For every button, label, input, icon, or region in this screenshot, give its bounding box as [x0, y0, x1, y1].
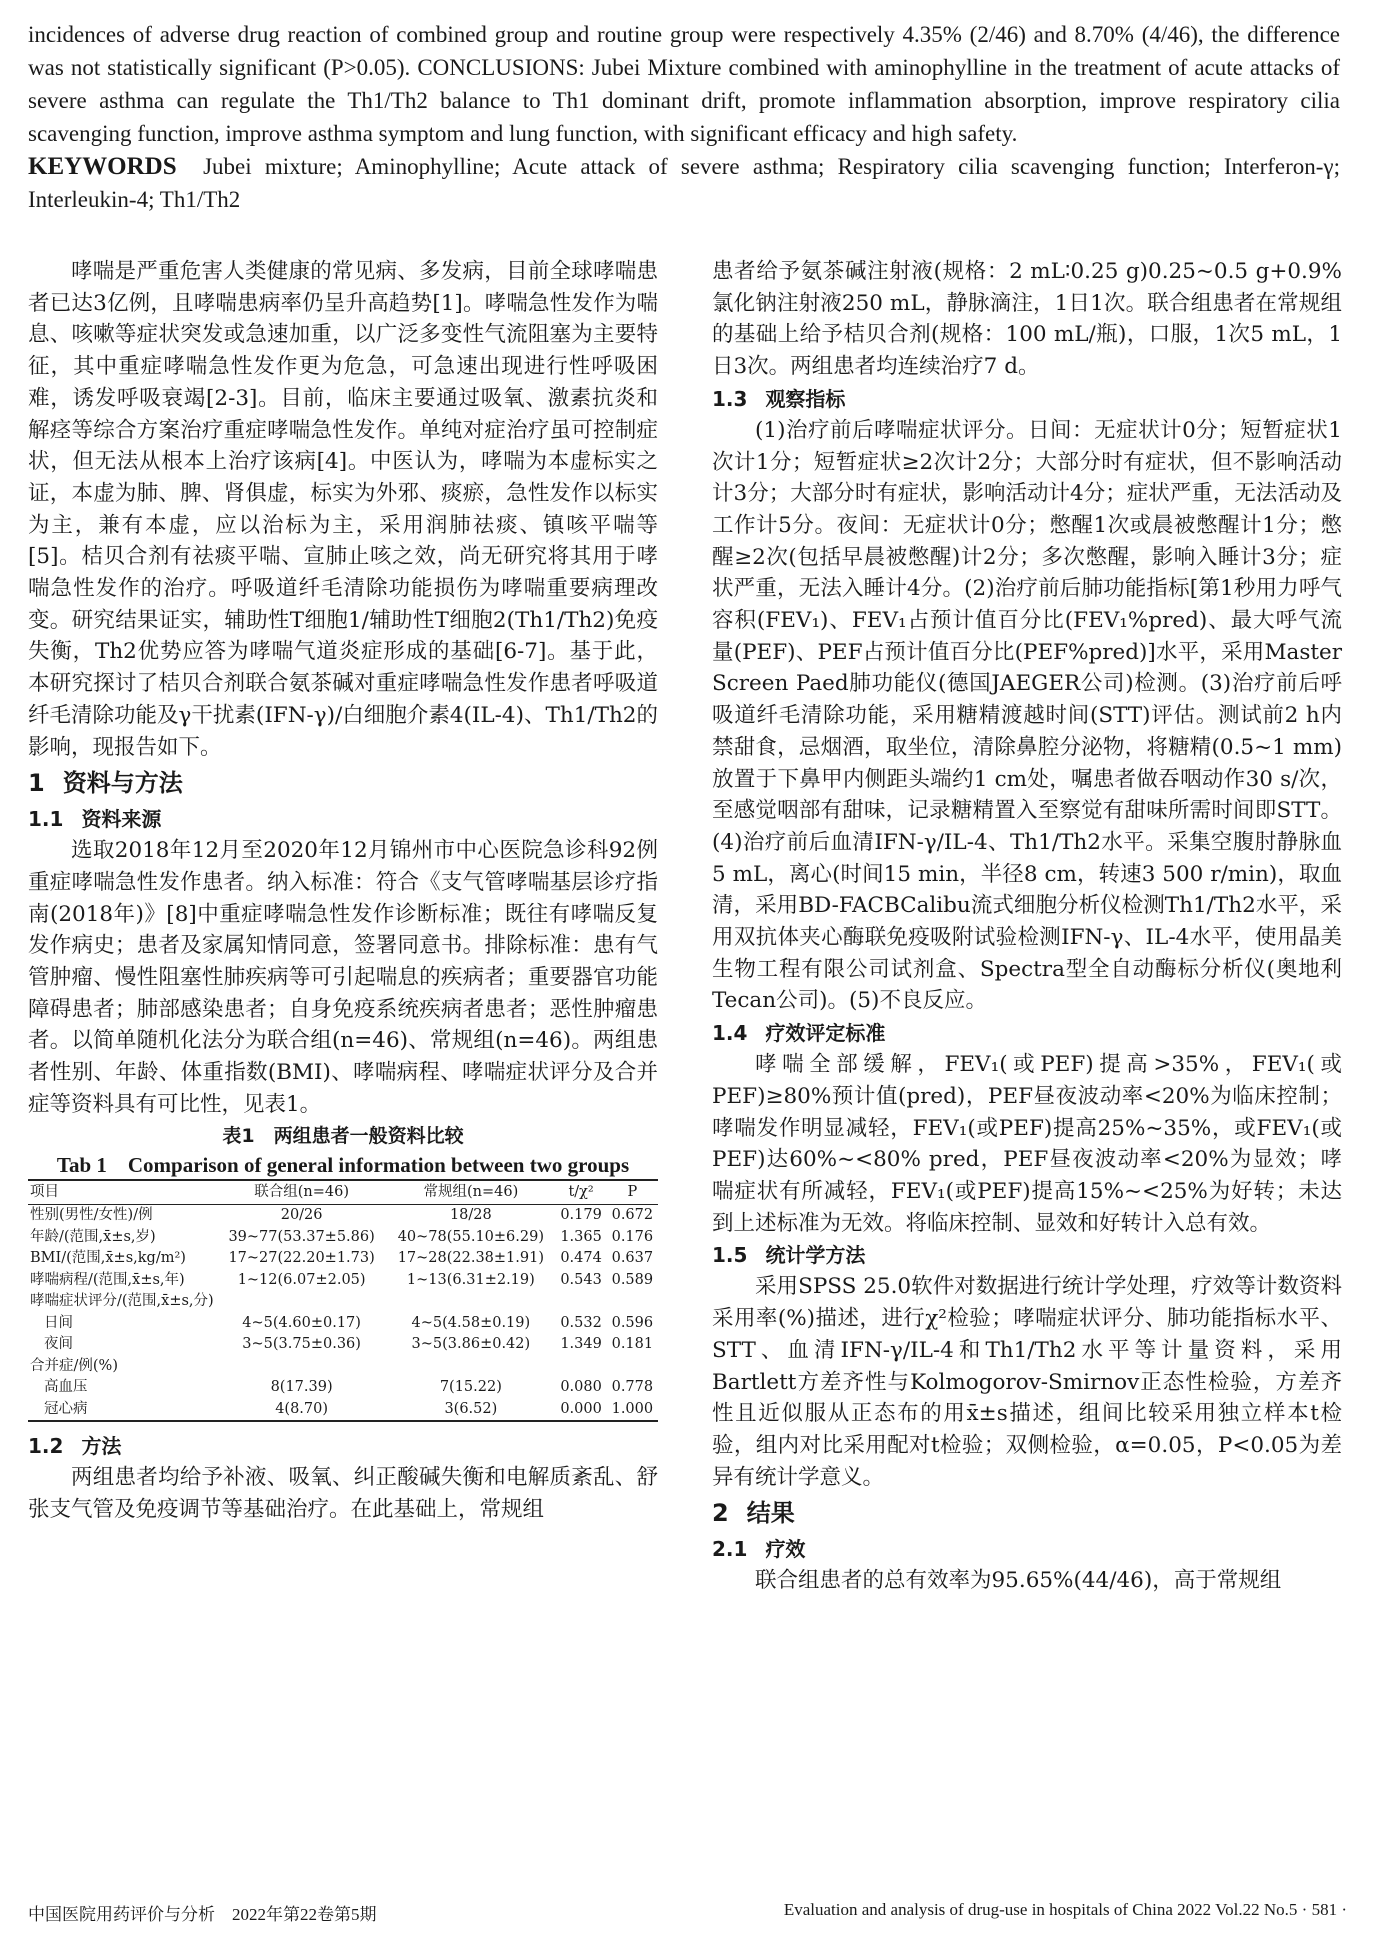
table-cell-t: [555, 1291, 606, 1313]
table-cell-p: 0.589: [611, 1271, 654, 1288]
table-cell-a: [217, 1356, 386, 1378]
table-header-row: [28, 1180, 658, 1205]
section-1-1-text: 选取2018年12月至2020年12月锦州市中心医院急诊科92例重症哮喘急性发作患者。纳入标准：符合《支气管哮喘基层诊疗指南(2018年)》[8]中重症哮喘急性发作诊断标准；既往有哮喘反复发作病史；患者及家属知情同意，签署同意书。排除标准：患有气管肿瘤、慢性阻塞性肺疾病等可引起喘息的疾病者；重要器官功能障碍患者；肺部感染患者；自身免疫系统疾病者患者；恶性肿瘤患者。以简单随机化法分为联合组(n=46)、常规组(n=46)。两组患者性别、年龄、体重指数(BMI)、哮喘病程、哮喘症状评分及合并症等资料具有可比性，见表1。: [28, 838, 658, 1117]
table-cell-b: 7(15.22): [439, 1379, 502, 1396]
intro-paragraph: 哮喘是严重危害人类健康的常见病、多发病，目前全球哮喘患者已达3亿例，且哮喘患病率仍呈升高趋势[1]。哮喘急性发作为喘息、咳嗽等症状突发或急速加重，以广泛多变性气流阻塞为主要特征，其中重症哮喘急性发作更为危急，可急速出现进行性呼吸困难，诱发呼吸衰竭[2-3]。目前，临床主要通过吸氧、激素抗炎和解痉等综合方案治疗重症哮喘急性发作。单纯对症治疗虽可控制症状，但无法从根本上治疗该病[4]。中医认为，哮喘为本虚标实之证，本虚为肺、脾、肾俱虚，标实为外邪、痰瘀，急性发作以标实为主，兼有本虚，应以治标为主，采用润肺祛痰、镇咳平喘等[5]。桔贝合剂有祛痰平喘、宣肺止咳之效，尚无研究将其用于哮喘急性发作的治疗。呼吸道纤毛清除功能损伤为哮喘重要病理改变。研究结果证实，辅助性T细胞1/辅助性T细胞2(Th1/Th2)免疫失衡，Th2优势应答为哮喘气道炎症形成的基础[6-7]。基于此，本研究探讨了桔贝合剂联合氨茶碱对重症哮喘急性发作患者呼吸道纤毛清除功能及γ干扰素(IFN-γ)/白细胞介素4(IL-4)、Th1/Th2的影响，现报告如下。: [28, 259, 658, 760]
keywords-label: KEYWORDS: [28, 153, 177, 180]
table-cell-b: 3(6.52): [386, 1399, 555, 1422]
table-cell-p: 1.000: [607, 1399, 658, 1422]
table-cell-p: 0.176: [611, 1228, 654, 1245]
table-cell-label: BMI/(范围,x̄±s,kg/m²): [30, 1250, 186, 1267]
table-cell-t: 0.532: [560, 1314, 602, 1331]
table-cell-b: [386, 1291, 555, 1313]
table-cell-a: 3~5(3.75±0.36): [242, 1336, 361, 1353]
table-row: [28, 1291, 658, 1313]
table-1: [28, 1179, 658, 1423]
table-cell-a: 8(17.39): [270, 1379, 333, 1396]
table-cell-t: 0.000: [555, 1399, 606, 1422]
table-cell-t: 1.365: [560, 1228, 602, 1245]
table-cell-t: 0.080: [560, 1379, 602, 1396]
table-cell-t: 0.179: [560, 1207, 602, 1224]
table-cell-p: [607, 1291, 658, 1313]
table-cell-label: 哮喘病程/(范围,x̄±s,年): [30, 1271, 185, 1288]
table-header-item: 项目: [28, 1180, 217, 1205]
table-cell-a: [217, 1291, 386, 1313]
table-cell-b: 4~5(4.58±0.19): [411, 1314, 531, 1331]
table-cell-b: 17~28(22.38±1.91): [397, 1250, 544, 1267]
left-column: [28, 256, 658, 1525]
table-cell-p: 0.637: [611, 1250, 654, 1267]
section-1-1-heading: 1.1 资料来源: [28, 807, 162, 832]
section-1-5-heading: 1.5 统计学方法: [712, 1243, 866, 1268]
table-header-routine: 常规组(n=46): [386, 1180, 555, 1205]
table-1-caption-en: Tab 1 Comparison of general information between two groups: [56, 1152, 630, 1177]
table-cell-a: 4(8.70): [217, 1399, 386, 1422]
table-row: [28, 1227, 658, 1249]
table-cell-a: 39~77(53.37±5.86): [228, 1228, 375, 1245]
table-cell-b: 18/28: [449, 1207, 492, 1224]
table-cell-t: 0.474: [560, 1250, 602, 1267]
table-cell-p: 0.181: [611, 1336, 654, 1353]
footer-journal-cn: 中国医院用药评价与分析 2022年第22卷第5期: [28, 1905, 377, 1924]
table-1-caption-cn: 表1 两组患者一般资料比较: [222, 1124, 464, 1147]
table-row: [28, 1270, 658, 1292]
table-cell-b: 40~78(55.10±6.29): [397, 1228, 544, 1245]
table-cell-label: 合并症/例(%): [30, 1357, 118, 1374]
table-cell-a: 1~12(6.07±2.05): [237, 1271, 366, 1288]
table-cell-label: 冠心病: [28, 1399, 217, 1422]
table-cell-label: 高血压: [44, 1379, 88, 1396]
table-row: [28, 1205, 658, 1227]
keywords-text: Jubei mixture; Aminophylline; Acute attack of severe asthma; Respiratory cilia scavenging function; Interferon-γ; Interleukin-4; Th1/Th2: [28, 154, 1340, 212]
section-2-1-heading: 2.1 疗效: [712, 1537, 806, 1562]
methods-continued: 患者给予氨茶碱注射液(规格：2 mL∶0.25 g)0.25~0.5 g+0.9%氯化钠注射液250 mL，静脉滴注，1日1次。联合组患者在常规组的基础上给予桔贝合剂(规格：100 mL/瓶)，口服，1次5 mL，1日3次。两组患者均连续治疗7 d。: [712, 259, 1342, 380]
table-header-p: P: [607, 1180, 658, 1205]
section-1-5-text: 采用SPSS 25.0软件对数据进行统计学处理，疗效等计数资料采用率(%)描述，进行χ²检验；哮喘症状评分、肺功能指标水平、STT、血清IFN-γ/IL-4和Th1/Th2水平等计量资料，采用Bartlett方差齐性与Kolmogorov-Smirnov正态性检验，方差齐性且近似服从正态布的用x̄±s描述，组间比较采用独立样本t检验，组内对比采用配对t检验；双侧检验，α=0.05，P<0.05为差异有统计学意义。: [712, 1274, 1342, 1490]
table-cell-a: 17~27(22.20±1.73): [228, 1250, 375, 1267]
table-cell-p: 0.778: [611, 1379, 654, 1396]
table-row: [28, 1356, 658, 1378]
keywords-line: [28, 150, 1340, 216]
section-1-2-heading: 1.2 方法: [28, 1434, 122, 1459]
section-2-1-text: 联合组患者的总有效率为95.65%(44/46)，高于常规组: [755, 1568, 1282, 1594]
table-row: [28, 1313, 658, 1335]
table-cell-label: 日间: [44, 1314, 73, 1331]
table-row: [28, 1248, 658, 1270]
table-cell-a: 4~5(4.60±0.17): [242, 1314, 361, 1331]
section-1-3-heading: 1.3 观察指标: [712, 386, 846, 411]
section-1-4-heading: 1.4 疗效评定标准: [712, 1021, 886, 1046]
table-cell-a: 20/26: [280, 1207, 323, 1224]
english-abstract: [28, 18, 1340, 216]
right-column: [712, 256, 1342, 1597]
section-1-3-text: (1)治疗前后哮喘症状评分。日间：无症状计0分；短暂症状1次计1分；短暂症状≥2次计2分；大部分时有症状，但不影响活动计3分；大部分时有症状，影响活动计4分；症状严重，无法活动及工作计5分。夜间：无症状计0分；憋醒1次或晨被憋醒计1分；憋醒≥2次(包括早晨被憋醒)计2分；多次憋醒，影响入睡计3分；症状严重，无法入睡计4分。(2)治疗前后肺功能指标[第1秒用力呼气容积(FEV₁)、FEV₁占预计值百分比(FEV₁%pred)、最大呼气流量(PEF)、PEF占预计值百分比(PEF%pred)]水平，采用Master Screen Paed肺功能仪(德国JAEGER公司)检测。(3)治疗前后呼吸道纤毛清除功能，采用糖精渡越时间(STT)评估。测试前2 h内禁甜食，忌烟酒，取坐位，清除鼻腔分泌物，将糖精(0.5~1 mm)放置于下鼻甲内侧距头端约1 cm处，嘱患者做吞咽动作30 s/次，至感觉咽部有甜味，记录糖精置入至察觉有甜味所需时间即STT。(4)治疗前后血清IFN-γ/IL-4、Th1/Th2水平。采集空腹肘静脉血5 mL，离心(时间15 min，半径8 cm，转速3 500 r/min)，取血清，采用BD-FACBCalibu流式细胞分析仪检测Th1/Th2水平，采用双抗体夹心酶联免疫吸附试验检测IFN-γ、IL-4水平，使用晶美生物工程有限公司试剂盒、Spectra型全自动酶标分析仪(奥地利Tecan公司)。(5)不良反应。: [712, 417, 1342, 1014]
table-cell-label: 年龄/(范围,x̄±s,岁): [30, 1228, 156, 1245]
section-1-4-text: 哮喘全部缓解，FEV₁(或PEF)提高>35%，FEV₁(或PEF)≥80%预计值(pred)，PEF昼夜波动率<20%为临床控制；哮喘发作明显减轻，FEV₁(或PEF)提高25%~35%，或FEV₁(或PEF)达60%~<80% pred，PEF昼夜波动率<20%为显效；哮喘症状有所减轻，FEV₁(或PEF)提高15%~<25%为好转；未达到上述标准为无效。将临床控制、显效和好转计入总有效。: [712, 1052, 1342, 1236]
table-row: [28, 1377, 658, 1399]
table-cell-t: 1.349: [560, 1336, 602, 1353]
table-cell-label: 夜间: [44, 1336, 73, 1353]
table-cell-p: [607, 1356, 658, 1378]
section-1-heading: 1 资料与方法: [28, 769, 183, 798]
table-cell-t: 0.543: [560, 1271, 602, 1288]
table-cell-label: 性别(男性/女性)/例: [30, 1207, 153, 1224]
table-header-stat: t/χ²: [555, 1180, 606, 1205]
table-cell-b: 3~5(3.86±0.42): [411, 1336, 531, 1353]
section-1-2-text: 两组患者均给予补液、吸氧、纠正酸碱失衡和电解质紊乱、舒张支气管及免疫调节等基础治疗。在此基础上，常规组: [28, 1465, 658, 1522]
table-cell-b: [386, 1356, 555, 1378]
table-cell-t: [555, 1356, 606, 1378]
table-row: [28, 1334, 658, 1356]
table-cell-p: 0.672: [611, 1207, 654, 1224]
abstract-paragraph: incidences of adverse drug reaction of combined group and routine group were respectively 4.35% (2/46) and 8.70% (4/46), the difference was not statistically significant (P>0.05). CONCLUSIONS: Jubei Mixture combined with aminophylline in the treatment of acute attacks of severe asthma can regulate the Th1/Th2 balance to Th1 dominant drift, promote inflammation absorption, improve respiratory cilia scavenging function, improve asthma symptom and lung function, with significant efficacy and high safety.: [28, 22, 1340, 146]
table-row: [28, 1399, 658, 1422]
table-header-combined: 联合组(n=46): [217, 1180, 386, 1205]
section-2-heading: 2 结果: [712, 1499, 795, 1528]
table-cell-label: 哮喘症状评分/(范围,x̄±s,分): [30, 1293, 214, 1310]
table-cell-b: 1~13(6.31±2.19): [406, 1271, 535, 1288]
table-cell-p: 0.596: [611, 1314, 654, 1331]
footer-journal-en: Evaluation and analysis of drug-use in hospitals of China 2022 Vol.22 No.5 · 581 ·: [783, 1900, 1347, 1919]
